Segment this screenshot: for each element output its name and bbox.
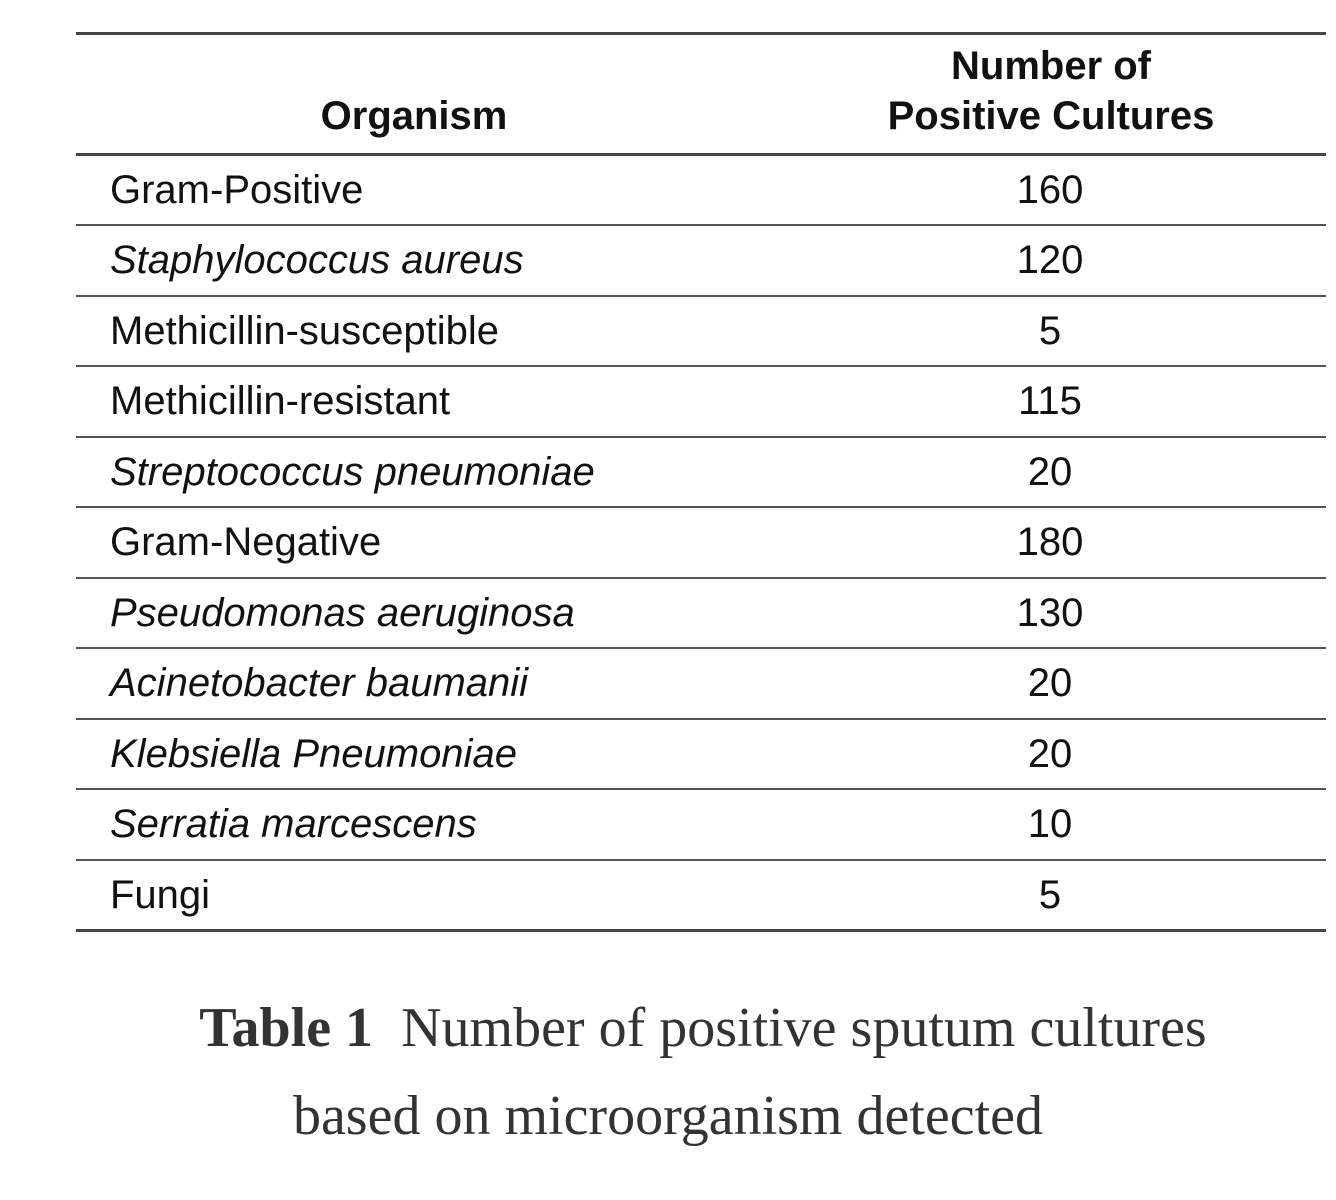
table-row bbox=[76, 719, 1326, 790]
organism-cell: Gram-Positive bbox=[110, 168, 364, 212]
table-row bbox=[76, 860, 1326, 931]
organism-cell: Methicillin-resistant bbox=[110, 379, 451, 424]
organism-cell: Fungi bbox=[110, 872, 211, 917]
organism-header-label: Organism bbox=[320, 94, 508, 138]
caption-line-1 bbox=[0, 984, 1336, 1072]
organism-cell: Streptococcus pneumoniae bbox=[110, 449, 595, 494]
positive-cultures-table bbox=[76, 32, 1326, 932]
count-cell: 115 bbox=[1018, 379, 1082, 424]
count-cell: 160 bbox=[1016, 168, 1084, 212]
caption-label: Table 1 bbox=[199, 997, 374, 1059]
table-row bbox=[76, 366, 1326, 437]
table-row bbox=[76, 296, 1326, 367]
count-cell: 20 bbox=[1027, 731, 1073, 776]
count-cell: 5 bbox=[1038, 872, 1062, 917]
count-cell: 20 bbox=[1027, 449, 1073, 494]
table-row bbox=[76, 225, 1326, 296]
table-row bbox=[76, 437, 1326, 508]
table-row bbox=[76, 507, 1326, 578]
organism-cell: Pseudomonas aeruginosa bbox=[110, 590, 575, 635]
count-header-line-2: Positive Cultures bbox=[887, 94, 1215, 138]
count-header-line-1: Number of bbox=[951, 44, 1151, 88]
table-caption bbox=[0, 984, 1336, 1160]
count-column-header bbox=[776, 34, 1326, 155]
organism-cell: Klebsiella Pneumoniae bbox=[110, 731, 517, 776]
cultures-table-container bbox=[76, 32, 1326, 932]
count-cell: 10 bbox=[1027, 802, 1073, 847]
table-row bbox=[76, 789, 1326, 860]
caption-text-1: Number of positive sputum cultures bbox=[401, 997, 1207, 1059]
caption-line-2: based on microorganism detected bbox=[292, 1085, 1044, 1147]
table-row bbox=[76, 578, 1326, 649]
count-cell: 5 bbox=[1038, 308, 1062, 353]
organism-cell: Methicillin-susceptible bbox=[110, 308, 500, 353]
table-header-row bbox=[76, 34, 1326, 155]
table-row bbox=[76, 648, 1326, 719]
count-cell: 180 bbox=[1016, 520, 1084, 565]
organism-cell: Acinetobacter baumanii bbox=[110, 661, 529, 706]
table-body bbox=[76, 155, 1326, 931]
organism-cell: Serratia marcescens bbox=[110, 802, 477, 847]
count-cell: 20 bbox=[1027, 661, 1073, 706]
count-cell: 130 bbox=[1016, 590, 1084, 635]
organism-column-header bbox=[76, 34, 776, 155]
organism-cell: Staphylococcus aureus bbox=[110, 238, 524, 283]
count-cell: 120 bbox=[1016, 238, 1084, 283]
table-row bbox=[76, 155, 1326, 226]
organism-cell: Gram-Negative bbox=[110, 520, 382, 565]
